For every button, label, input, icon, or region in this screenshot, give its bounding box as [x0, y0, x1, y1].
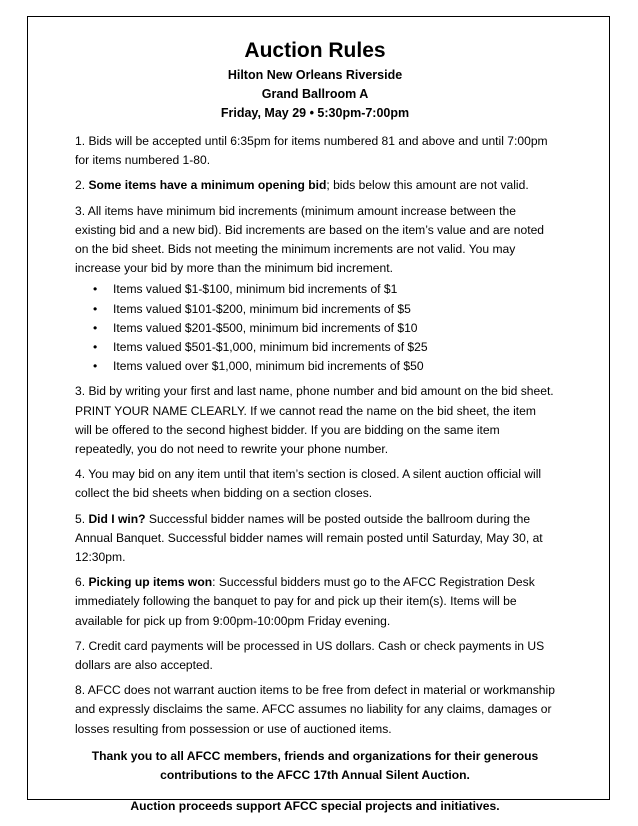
rule-5-bold: Did I win? — [88, 511, 146, 526]
rule-7: 7. Credit card payments will be processed in US dollars. Cash or check payments in US dollars are also accepted. — [75, 638, 545, 673]
rule-2-rest: ; bids below this amount are not valid. — [326, 178, 529, 193]
rule-5 — [75, 510, 555, 568]
bullet-icon: • — [93, 340, 98, 355]
rule-6-prefix: 6. — [75, 575, 89, 590]
page-title: Auction Rules — [244, 39, 386, 62]
datetime-line: Friday, May 29 • 5:30pm-7:00pm — [220, 106, 410, 120]
room-line: Grand Ballroom A — [261, 87, 369, 101]
thank-you-note: Thank you to all AFCC members, friends and organizations for their generous contributions to the AFCC 17th Annual Silent Auction. — [91, 748, 539, 783]
list-item-text: Items valued $1-$100, minimum bid increments of $1 — [113, 282, 398, 297]
list-item — [75, 300, 555, 319]
list-item — [75, 338, 555, 357]
bullet-icon: • — [93, 301, 98, 316]
rule-6-rest: : Successful bidders must go to the AFCC Registration Desk immediately following the banquet to pay for and pick up their item(s). Items will be available for pick up from 9:00pm-10:00pm Friday evening. — [75, 575, 535, 628]
list-item — [75, 319, 555, 338]
rule-2 — [75, 176, 555, 195]
bullet-icon: • — [93, 359, 98, 374]
rule-5-prefix: 5. — [75, 511, 89, 526]
list-item-text: Items valued over $1,000, minimum bid increments of $50 — [113, 359, 424, 374]
venue-line: Hilton New Orleans Riverside — [227, 68, 403, 82]
rule-6 — [75, 573, 555, 631]
rule-1: 1. Bids will be accepted until 6:35pm for items numbered 81 and above and until 7:00pm for items numbered 1-80. — [75, 134, 548, 168]
list-item — [75, 280, 555, 299]
rule-8: 8. AFCC does not warrant auction items to be free from defect in material or workmanship and expressly disclaims the same. AFCC assumes no liability for any claims, damages or losses resulting from possession or use of auctioned items. — [75, 683, 555, 736]
list-item-text: Items valued $201-$500, minimum bid increments of $10 — [113, 320, 418, 335]
list-item — [75, 357, 555, 376]
rule-3: 3. All items have minimum bid increments (minimum amount increase between the existing bid and a new bid). Bid increments are based on the item’s value and are noted on the bid sheet. Bids not meeting the minimum increments are not valid. You may increase your bid by more than the minimum bid increment. — [75, 203, 545, 276]
rule-3b: 3. Bid by writing your first and last name, phone number and bid amount on the bid sheet. PRINT YOUR NAME CLEARLY. If we cannot read the name on the bid sheet, the item will be offered to the second highest bidder. If you are bidding on the same item repeatedly, you do not need to rewrite your phone number. — [75, 384, 554, 457]
increment-list — [75, 280, 555, 376]
bullet-icon: • — [93, 320, 98, 335]
rule-5-rest: Successful bidder names will be posted outside the ballroom during the Annual Banquet. Successful bidder names will remain posted until Saturday, May 30, at 12:30pm. — [75, 511, 543, 565]
proceeds-note: Auction proceeds support AFCC special projects and initiatives. — [130, 799, 500, 814]
list-item-text: Items valued $501-$1,000, minimum bid increments of $25 — [113, 340, 428, 355]
rule-2-prefix: 2. — [75, 178, 89, 193]
rule-6-bold: Picking up items won — [88, 575, 213, 590]
rule-4: 4. You may bid on any item until that item’s section is closed. A silent auction official will collect the bid sheets when bidding on a section closes. — [75, 467, 542, 501]
list-item-text: Items valued $101-$200, minimum bid increments of $5 — [113, 301, 411, 316]
bullet-icon: • — [93, 282, 98, 297]
document-body — [75, 38, 555, 817]
rule-2-bold: Some items have a minimum opening bid — [88, 178, 327, 193]
